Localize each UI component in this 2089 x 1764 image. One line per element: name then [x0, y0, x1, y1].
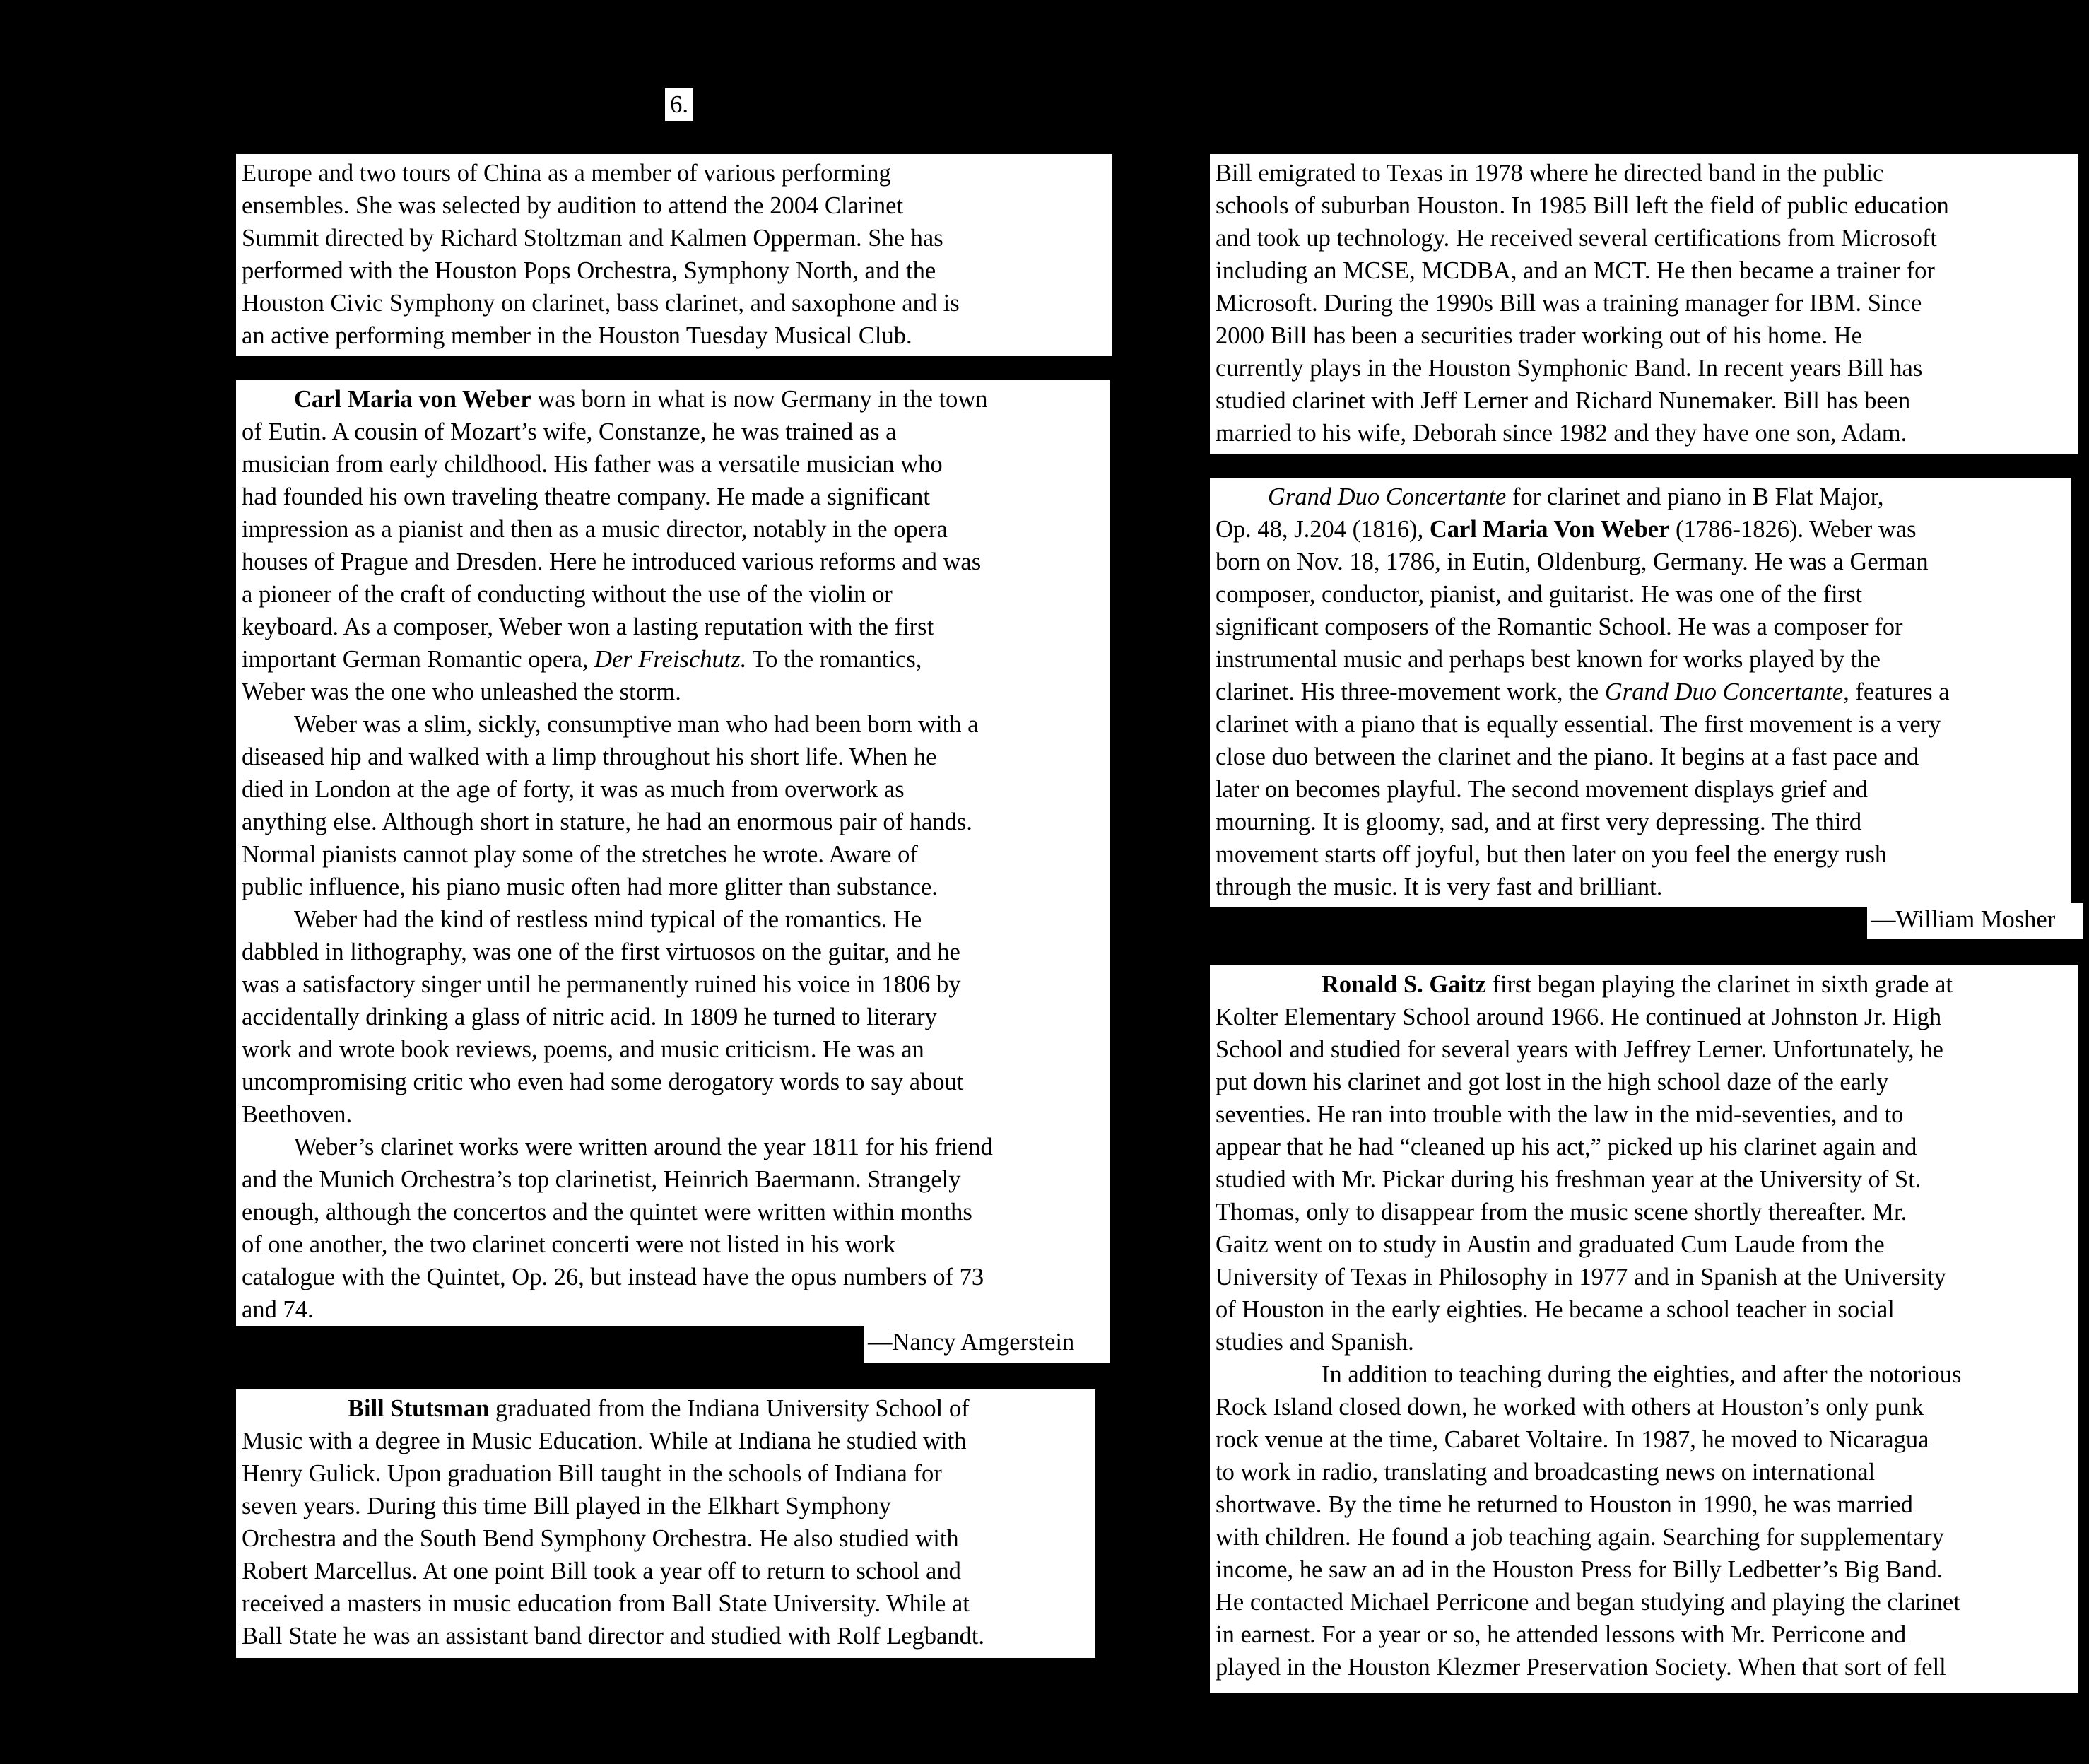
text-line: of Eutin. A cousin of Mozart’s wife, Constanze, he was trained as a [242, 418, 897, 445]
text-line: of one another, the two clarinet concerti were not listed in his work [242, 1231, 896, 1258]
text-line: University of Texas in Philosophy in 1977 and in Spanish at the University [1216, 1264, 1946, 1290]
text-line: 2000 Bill has been a securities trader working out of his home. He [1216, 322, 1862, 349]
text-line: School and studied for several years with Jeffrey Lerner. Unfortunately, he [1216, 1036, 1943, 1063]
text-line: married to his wife, Deborah since 1982 and they have one son, Adam. [1216, 420, 1907, 447]
text-line: and took up technology. He received several certifications from Microsoft [1216, 225, 1937, 252]
text-line: in earnest. For a year or so, he attended lessons with Mr. Perricone and [1216, 1621, 1907, 1648]
text-line: Houston Civic Symphony on clarinet, bass clarinet, and saxophone and is [242, 290, 960, 317]
text-line: to work in radio, translating and broadcasting news on international [1216, 1459, 1876, 1486]
text-line: including an MCSE, MCDBA, and an MCT. He then became a trainer for [1216, 257, 1935, 284]
text-line: composer, conductor, pianist, and guitarist. He was one of the first [1216, 581, 1863, 608]
text-line: Rock Island closed down, he worked with others at Houston’s only punk [1216, 1394, 1924, 1421]
text-line: died in London at the age of forty, it was as much from overwork as [242, 776, 905, 803]
stutsman-continuation [1210, 154, 2078, 454]
text-line: significant composers of the Romantic School. He was a composer for [1216, 613, 1903, 640]
grand-duo-first-line [1216, 481, 2066, 513]
text-line: of Houston in the early eighties. He became a school teacher in social [1216, 1296, 1895, 1323]
signature-william-mosher: —William Mosher [1867, 903, 2083, 939]
opera-line [242, 643, 1105, 676]
text-line: ensembles. She was selected by audition to attend the 2004 Clarinet [242, 192, 904, 219]
text-line: Europe and two tours of China as a member of various performing [242, 160, 891, 187]
weber-first-line [242, 383, 1105, 416]
text-line: dabbled in lithography, was one of the first virtuosos on the guitar, and he [242, 939, 960, 965]
text-fragment: graduated from the Indiana University School of [489, 1395, 970, 1422]
text-line: work and wrote book reviews, poems, and music criticism. He was an [242, 1036, 924, 1063]
text-line: Kolter Elementary School around 1966. He continued at Johnston Jr. High [1216, 1004, 1942, 1030]
text-fragment: Op. 48, J.204 (1816), [1216, 516, 1430, 543]
work-title: Grand Duo Concertante [1268, 483, 1507, 510]
text-fragment: was born in what is now Germany in the town [531, 386, 988, 413]
text-line: played in the Houston Klezmer Preservation Society. When that sort of fell [1216, 1654, 1946, 1681]
gaitz-biography [1210, 965, 2078, 1693]
weber-biography [236, 380, 1110, 1326]
stutsman-first-line [242, 1392, 1091, 1425]
opera-title: Der Freischutz. [594, 646, 747, 673]
text-line: public influence, his piano music often had more glitter than substance. [242, 874, 938, 900]
text-line: accidentally drinking a glass of nitric acid. In 1809 he turned to literary [242, 1004, 937, 1030]
work-line [1216, 676, 2066, 708]
text-fragment: clarinet. His three-movement work, the [1216, 678, 1605, 705]
text-line: schools of suburban Houston. In 1985 Bill left the field of public education [1216, 192, 1949, 219]
text-line: Thomas, only to disappear from the music scene shortly thereafter. Mr. [1216, 1199, 1907, 1225]
text-line: In addition to teaching during the eighties, and after the notorious [1322, 1361, 1962, 1388]
gaitz-name: Ronald S. Gaitz [1322, 971, 1486, 998]
text-line: Henry Gulick. Upon graduation Bill taught in the schools of Indiana for [242, 1460, 942, 1487]
europe-tours-paragraph [236, 154, 1112, 356]
stutsman-biography [236, 1389, 1095, 1658]
text-line: close duo between the clarinet and the piano. It begins at a fast pace and [1216, 743, 1919, 770]
text-line: Weber was the one who unleashed the storm. [242, 678, 681, 705]
text-line: appear that he had “cleaned up his act,” picked up his clarinet again and [1216, 1134, 1917, 1160]
text-fragment: for clarinet and piano in B Flat Major, [1506, 483, 1884, 510]
text-line: received a masters in music education from Ball State University. While at [242, 1590, 970, 1617]
text-line: anything else. Although short in stature, he had an enormous pair of hands. [242, 808, 972, 835]
text-line: Robert Marcellus. At one point Bill took a year off to return to school and [242, 1558, 961, 1584]
page-number: 6. [665, 88, 693, 121]
text-line: Weber’s clarinet works were written around the year 1811 for his friend [294, 1134, 993, 1160]
weber-name: Carl Maria von Weber [294, 386, 531, 413]
text-fragment: To the romantics, [746, 646, 922, 673]
text-fragment: important German Romantic opera, [242, 646, 595, 673]
text-line: performed with the Houston Pops Orchestra, Symphony North, and the [242, 257, 936, 284]
text-line: income, he saw an ad in the Houston Press for Billy Ledbetter’s Big Band. [1216, 1556, 1943, 1583]
text-line: Bill emigrated to Texas in 1978 where he directed band in the public [1216, 160, 1884, 187]
text-line: with children. He found a job teaching again. Searching for supplementary [1216, 1524, 1944, 1551]
text-line: and the Munich Orchestra’s top clarinetist, Heinrich Baermann. Strangely [242, 1166, 961, 1193]
text-line: had founded his own traveling theatre company. He made a significant [242, 483, 930, 510]
text-line: diseased hip and walked with a limp throughout his short life. When he [242, 743, 937, 770]
text-line: impression as a pianist and then as a music director, notably in the opera [242, 516, 948, 543]
text-line: a pioneer of the craft of conducting without the use of the violin or [242, 581, 893, 608]
text-line: Gaitz went on to study in Austin and graduated Cum Laude from the [1216, 1231, 1885, 1258]
stutsman-name: Bill Stutsman [348, 1395, 490, 1422]
text-fragment: first began playing the clarinet in sixth grade at [1485, 971, 1953, 998]
text-line: enough, although the concertos and the quintet were written within months [242, 1199, 972, 1225]
text-line: catalogue with the Quintet, Op. 26, but instead have the opus numbers of 73 [242, 1264, 984, 1290]
text-line: seven years. During this time Bill played in the Elkhart Symphony [242, 1493, 891, 1519]
signature-nancy-amgerstein: —Nancy Amgerstein [864, 1326, 1110, 1363]
text-line: musician from early childhood. His father was a versatile musician who [242, 451, 943, 478]
text-line: Microsoft. During the 1990s Bill was a training manager for IBM. Since [1216, 290, 1922, 317]
text-line: uncompromising critic who even had some derogatory words to say about [242, 1069, 964, 1095]
text-line: Music with a degree in Music Education. While at Indiana he studied with [242, 1428, 967, 1454]
text-line: Summit directed by Richard Stoltzman and Kalmen Opperman. She has [242, 225, 943, 252]
text-line: keyboard. As a composer, Weber won a lasting reputation with the first [242, 613, 934, 640]
text-line: seventies. He ran into trouble with the law in the mid-seventies, and to [1216, 1101, 1904, 1128]
text-line: an active performing member in the Houston Tuesday Musical Club. [242, 322, 912, 349]
text-line: houses of Prague and Dresden. Here he introduced various reforms and was [242, 548, 982, 575]
text-line: mourning. It is gloomy, sad, and at first very depressing. The third [1216, 808, 1862, 835]
text-line: Orchestra and the South Bend Symphony Orchestra. He also studied with [242, 1525, 959, 1552]
grand-duo-second-line [1216, 513, 2066, 546]
grand-duo-program-note [1210, 478, 2071, 907]
text-line: movement starts off joyful, but then later on you feel the energy rush [1216, 841, 1888, 868]
gaitz-first-line [1216, 968, 2073, 1001]
text-line: later on becomes playful. The second movement displays grief and [1216, 776, 1868, 803]
composer-name: Carl Maria Von Weber [1429, 516, 1670, 543]
text-fragment: , features a [1843, 678, 1950, 705]
text-line: born on Nov. 18, 1786, in Eutin, Oldenburg, Germany. He was a German [1216, 548, 1929, 575]
text-line: instrumental music and perhaps best known for works played by the [1216, 646, 1881, 673]
text-line: studied with Mr. Pickar during his freshman year at the University of St. [1216, 1166, 1922, 1193]
text-line: studies and Spanish. [1216, 1329, 1414, 1356]
text-line: put down his clarinet and got lost in the high school daze of the early [1216, 1069, 1889, 1095]
text-line: was a satisfactory singer until he permanently ruined his voice in 1806 by [242, 971, 961, 998]
text-line: studied clarinet with Jeff Lerner and Richard Nunemaker. Bill has been [1216, 387, 1911, 414]
text-line: and 74. [242, 1296, 314, 1323]
text-fragment: (1786-1826). Weber was [1669, 516, 1917, 543]
text-line: clarinet with a piano that is equally essential. The first movement is a very [1216, 711, 1941, 738]
text-line: rock venue at the time, Cabaret Voltaire. In 1987, he moved to Nicaragua [1216, 1426, 1929, 1453]
text-line: He contacted Michael Perricone and began studying and playing the clarinet [1216, 1589, 1960, 1616]
text-line: Beethoven. [242, 1101, 353, 1128]
text-line: Weber was a slim, sickly, consumptive man who had been born with a [294, 711, 979, 738]
text-line: currently plays in the Houston Symphonic Band. In recent years Bill has [1216, 355, 1923, 382]
work-title: Grand Duo Concertante [1604, 678, 1844, 705]
text-line: Normal pianists cannot play some of the stretches he wrote. Aware of [242, 841, 918, 868]
text-line: through the music. It is very fast and brilliant. [1216, 874, 1663, 900]
text-line: Weber had the kind of restless mind typical of the romantics. He [294, 906, 922, 933]
text-line: Ball State he was an assistant band director and studied with Rolf Legbandt. [242, 1623, 985, 1650]
text-line: shortwave. By the time he returned to Houston in 1990, he was married [1216, 1491, 1913, 1518]
